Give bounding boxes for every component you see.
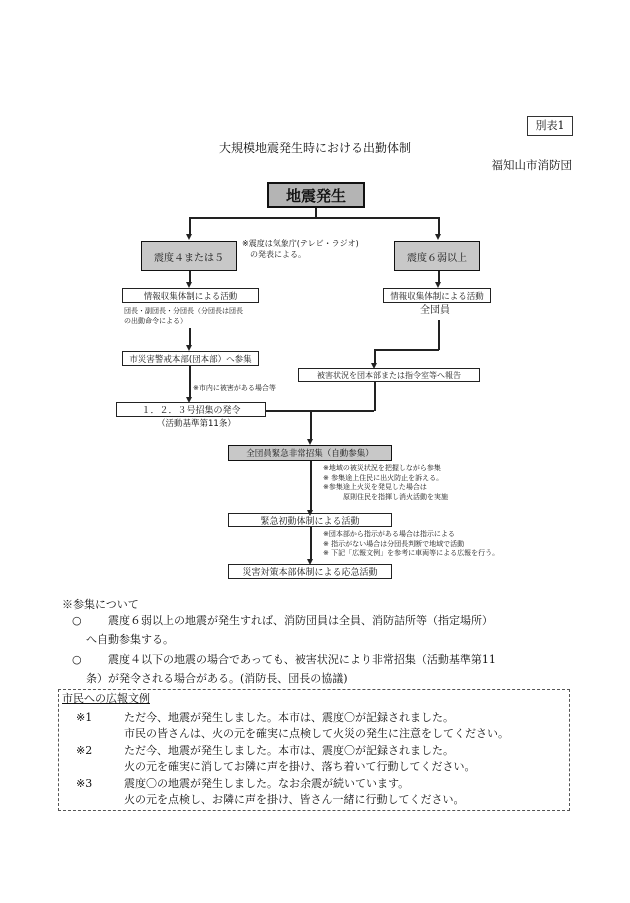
connector	[310, 527, 312, 560]
reference-line: 震度６弱以上の地震が発生すれば、消防団員は全員、消防詰所等（指定場所）	[108, 614, 493, 627]
emergency-note-line: ※ 参集途上住民に出火防止を訴える。	[323, 473, 444, 482]
reference-bullet: ○	[72, 653, 82, 666]
order-label: １．２．３号招集の発令	[141, 406, 241, 416]
emergency-box	[228, 445, 392, 461]
connector	[438, 217, 440, 235]
pr-line: 市民の皆さんは、火の元を確実に点検して火災の発生に注意をしてください。	[124, 727, 509, 740]
connector	[266, 410, 374, 412]
jma-note	[242, 238, 359, 260]
initial-label: 緊急初動体制による活動	[260, 516, 360, 527]
connector	[310, 461, 312, 511]
reference-heading: ※参集について	[62, 598, 139, 611]
intensity-4-5-box	[141, 241, 237, 271]
pr-mark: ※3	[76, 777, 93, 790]
emergency-note-line: 原則住民を指揮し消火活動を実施	[343, 492, 448, 501]
connector	[374, 382, 376, 401]
earthquake-box	[267, 182, 365, 208]
intensity-6-box	[394, 241, 480, 271]
pr-heading: 市民への広報文例	[62, 692, 150, 705]
connector	[189, 217, 439, 219]
pr-line: ただ今、地震が発生しました。本市は、震度〇が記録されました。	[124, 711, 454, 724]
reference-item	[72, 611, 562, 649]
emergency-note-line: ※参集途上火災を発見した場合は	[323, 483, 427, 491]
pr-mark: ※1	[76, 711, 93, 724]
arrow	[186, 234, 192, 240]
leaders-note-line: 団長・副団長・分団長（分団長は団長	[124, 307, 243, 315]
pr-line: ただ今、地震が発生しました。本市は、震度〇が記録されました。	[124, 744, 454, 757]
jma-note-line: ※震度は気象庁(テレビ・ラジオ)	[242, 239, 359, 248]
connector	[310, 410, 312, 440]
connector	[189, 366, 191, 398]
leaders-note-line: の出動命令による）	[124, 316, 187, 325]
emergency-notes	[323, 464, 448, 502]
report-box	[298, 368, 480, 382]
all-members-label: 全団員	[420, 305, 450, 316]
earthquake-label: 地震発生	[285, 186, 346, 205]
initial-notes	[323, 530, 499, 559]
pr-line: 火の元を確実に消してお隣に声を掛け、落ち着いて行動してください。	[124, 760, 476, 773]
connector	[374, 349, 439, 351]
organization-name: 福知山市消防団	[491, 158, 572, 172]
reference-bullet: ○	[72, 614, 82, 627]
initial-box	[228, 513, 392, 527]
hq-label: 市災害警戒本部(団本部）へ参集	[129, 354, 252, 365]
pr-line: 震度〇の地震が発生しました。なお余震が続いています。	[124, 777, 410, 790]
report-label: 被害状況を団本部または指令室等へ報告	[317, 370, 461, 380]
order-box	[116, 402, 266, 417]
left-info-label: 情報収集体制による活動	[143, 291, 238, 302]
initial-note-line: ※ 指示がない場合は分団長判断で地域で活動	[323, 539, 465, 548]
connector	[189, 328, 191, 346]
left-info-box	[122, 288, 259, 303]
intensity-4-5-label: 震度４または５	[154, 252, 224, 264]
final-label: 災害対策本部体制による応急活動	[242, 568, 378, 578]
connector	[189, 217, 191, 235]
reference-line: へ自動参集する。	[86, 633, 174, 646]
initial-note-line: ※団本部から指示がある場合は指示による	[323, 530, 455, 538]
pr-line: 火の元を点検し、お隣に声を掛け、皆さん一緒に行動してください。	[124, 793, 465, 806]
pr-mark: ※2	[76, 744, 93, 757]
reference-line: 震度４以下の地震の場合であっても、被害状況により非常招集（活動基準第11	[108, 653, 496, 666]
connector	[438, 320, 440, 350]
damage-note: ※市内に被害がある場合等	[193, 384, 276, 392]
arrow	[435, 234, 441, 240]
jma-note-line: の発表による。	[250, 250, 306, 259]
connector	[374, 400, 376, 411]
reference-line: 条）が発令される場合がある。(消防長、団長の協議)	[86, 672, 348, 685]
order-sub: （活動基準第11条）	[157, 419, 236, 429]
page-title: 大規模地震発生時における出勤体制	[218, 141, 411, 155]
intensity-6-label: 震度６弱以上	[407, 252, 467, 264]
reference-item	[72, 650, 562, 688]
hq-box	[122, 351, 259, 366]
initial-note-line: ※ 下記「広報文例」を参考に車両等による広報を行う。	[323, 549, 500, 557]
connector	[374, 349, 376, 364]
annex-badge: 別表1	[527, 116, 573, 136]
final-box	[228, 564, 392, 579]
emergency-label: 全団員緊急非常招集（自動参集）	[246, 449, 374, 459]
leaders-note	[124, 307, 243, 326]
right-info-label: 情報収集体制による活動	[390, 291, 484, 302]
right-info-box	[383, 288, 491, 303]
emergency-note-line: ※地域の被災状況を把握しながら参集	[323, 464, 441, 472]
